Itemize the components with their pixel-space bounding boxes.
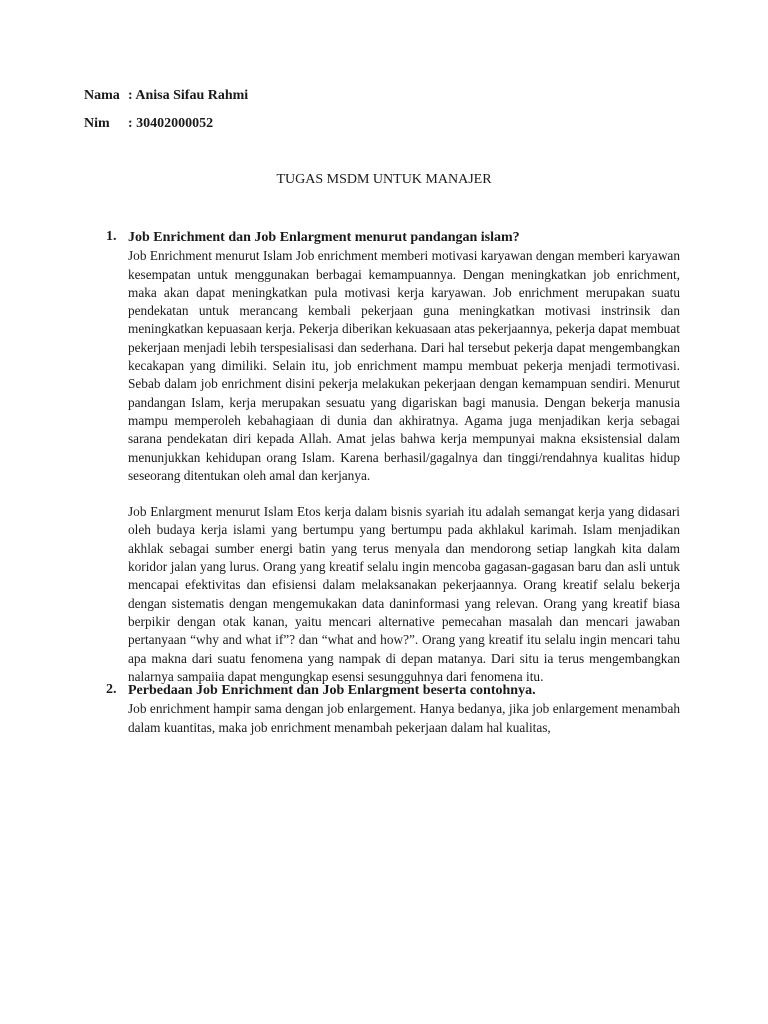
name-row: [84, 88, 248, 104]
section-number: 1.: [106, 229, 117, 244]
nim-label: Nim: [84, 116, 110, 131]
document-title: TUGAS MSDM UNTUK MANAJER: [276, 172, 492, 187]
nim-value: : 30402000052: [128, 116, 214, 131]
section-paragraph: Job Enrichment menurut Islam Job enrichment memberi motivasi karyawan dengan memberi karyawan kesempatan untuk menggunakan berbagai kemampuannya. Dengan meningkatkan job enrichment, maka akan dapat meningkatkan pula motivasi kerja karyawan. Job enrichment merupakan suatu pendekatan untuk merancang kembali pekerjaan guna meningkatkan motivasi instrinsik dan meningkatkan kepuasaan kerja. Pekerja diberikan kekuasaan atas pekerjaannya, pekerja dapat membuat pekerjaan menjadi lebih terspesialisasi dan sederhana. Dari hal tersebut pekerja dapat mengembangkan kecakapan yang dimiliki. Selain itu, job enrichment mampu membuat pekerja menjadi termotivasi. Sebab dalam job enrichment disini pekerja melakukan pekerjaan dengan kemampuan sendiri. Menurut pandangan Islam, kerja merupakan sesuatu yang digariskan bagi manusia. Dengan bekerja manusia mampu memperoleh kebahagiaan di dunia dan akhiratnya. Agama juga menjadikan kerja sebagai sarana pendekatan diri kepada Allah. Amat jelas bahwa kerja mempunyai makna eksistensial dalam menunjukkan kehidupan orang Islam. Karena berhasil/gagalnya dan tinggi/rendahnya kualitas hidup seseorang ditentukan oleh amal dan kerjanya.: [128, 248, 680, 483]
section-2: [106, 682, 680, 737]
section-paragraph: Job Enlargment menurut Islam Etos kerja dalam bisnis syariah itu adalah semangat kerja yang didasari oleh budaya kerja islami yang bertumpu yang bertumpu pada akhlakul karimah. Islam menjadikan akhlak sebagai sumber energi batin yang terus menyala dan mendorong setiap langkah kita dalam koridor jalan yang lurus. Orang yang kreatif selalu ingin mencoba gagasan-gagasan baru dan asli untuk mencapai efektivitas dan efisiensi dalam melaksanakan pekerjaannya. Orang kreatif selalu bekerja dengan sistematis dengan mengemukakan data daninformasi yang relevan. Orang yang kreatif biasa berpikir dengan otak kanan, yaitu mencari alternative pemecahan masalah dan mencari jawaban pertanyaan “why and what if”? dan “what and how?”. Orang yang kreatif itu selalu ingin mencari tahu apa makna dari suatu fenomena yang nampak di depan matanya. Dari situ ia terus mengembangkan nalarnya sampaiia dapat mengungkap esensi sesungguhnya dari fenomena itu.: [128, 504, 680, 684]
section-heading: Job Enrichment dan Job Enlargment menurut pandangan islam?: [128, 230, 520, 245]
section-paragraph: Job enrichment hampir sama dengan job enlargement. Hanya bedanya, jika job enlargement menambah dalam kuantitas, maka job enrichment menambah pekerjaan dalam hal kualitas,: [128, 701, 680, 735]
section-heading: Perbedaan Job Enrichment dan Job Enlargment beserta contohnya.: [128, 683, 536, 698]
section-number: 2.: [106, 682, 117, 697]
section-1: [106, 229, 680, 686]
name-value: : Anisa Sifau Rahmi: [128, 88, 249, 103]
nim-row: [84, 116, 213, 132]
name-label: Nama: [84, 88, 120, 103]
